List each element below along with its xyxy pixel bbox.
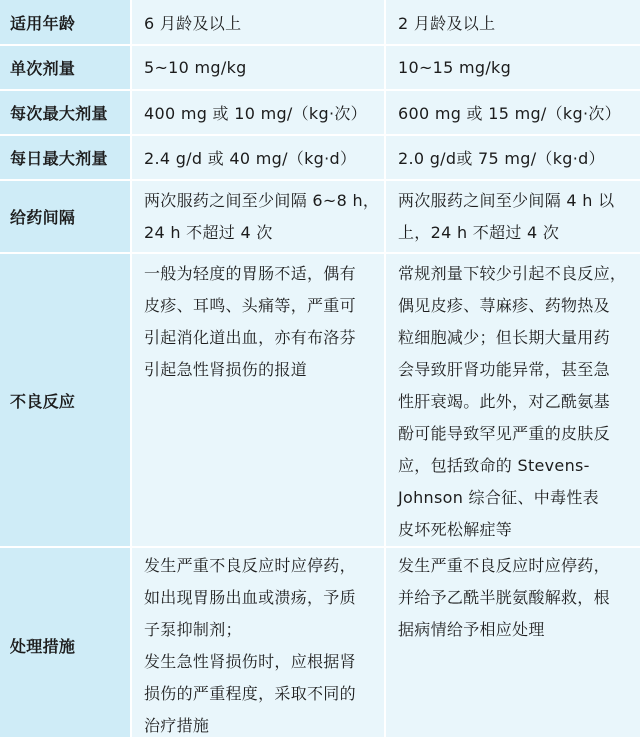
cell-ibuprofen: 2.4 g/d 或 40 mg/（kg·d） <box>131 135 385 180</box>
row-label: 每次最大剂量 <box>0 90 131 135</box>
row-label: 适用年龄 <box>0 0 131 45</box>
cell-ibuprofen: 5~10 mg/kg <box>131 45 385 90</box>
cell-line: 偶见皮疹、荨麻疹、药物热及 <box>398 296 610 315</box>
cell-line: 粒细胞减少；但长期大量用药 <box>398 328 610 347</box>
row-label: 给药间隔 <box>0 180 131 253</box>
cell-ibuprofen: 6 月龄及以上 <box>131 0 385 45</box>
cell-line: 如出现胃肠出血或溃疡，予质 <box>144 588 356 607</box>
cell-line: 酚可能导致罕见严重的皮肤反 <box>398 424 610 443</box>
cell-ibuprofen <box>131 547 385 737</box>
row-label: 每日最大剂量 <box>0 135 131 180</box>
table-row <box>0 547 640 737</box>
cell-line: 损伤的严重程度，采取不同的 <box>144 684 356 703</box>
cell-acetaminophen: 600 mg 或 15 mg/（kg·次） <box>385 90 640 135</box>
cell-line: 并给予乙酰半胱氨酸解救，根 <box>398 588 610 607</box>
cell-ibuprofen: 400 mg 或 10 mg/（kg·次） <box>131 90 385 135</box>
table-row <box>0 135 640 180</box>
cell-acetaminophen: 2 月龄及以上 <box>385 0 640 45</box>
cell-line: 发生严重不良反应时应停药， <box>398 556 610 575</box>
row-label: 不良反应 <box>0 253 131 547</box>
row-label: 单次剂量 <box>0 45 131 90</box>
table-row <box>0 0 640 45</box>
cell-line: 治疗措施 <box>144 716 210 735</box>
cell-line: 常规剂量下较少引起不良反应， <box>398 264 627 283</box>
cell-line: 引起消化道出血，亦有布洛芬 <box>144 328 356 347</box>
cell-line: 24 h 不超过 4 次 <box>144 222 273 242</box>
cell-line: 两次服药之间至少间隔 6~8 h， <box>144 190 380 210</box>
cell-acetaminophen <box>385 180 640 253</box>
cell-line: 引起急性肾损伤的报道 <box>144 360 308 379</box>
cell-line: 会导致肝肾功能异常，甚至急 <box>398 360 610 379</box>
table-row <box>0 45 640 90</box>
cell-acetaminophen: 10~15 mg/kg <box>385 45 640 90</box>
cell-line: 上，24 h 不超过 4 次 <box>398 222 560 242</box>
cell-acetaminophen <box>385 253 640 547</box>
cell-line: Johnson 综合征、中毒性表 <box>398 488 599 507</box>
cell-line: 发生严重不良反应时应停药， <box>144 556 356 575</box>
table-row <box>0 90 640 135</box>
cell-ibuprofen <box>131 180 385 253</box>
cell-line: 一般为轻度的胃肠不适，偶有 <box>144 264 356 283</box>
table-row <box>0 253 640 547</box>
cell-line: 两次服药之间至少间隔 4 h 以 <box>398 190 615 210</box>
cell-line: 应，包括致命的 Stevens- <box>398 456 590 475</box>
cell-line: 性肝衰竭。此外，对乙酰氨基 <box>398 392 610 411</box>
table-row <box>0 180 640 253</box>
cell-acetaminophen: 2.0 g/d或 75 mg/（kg·d） <box>385 135 640 180</box>
cell-line: 据病情给予相应处理 <box>398 620 545 639</box>
cell-line: 皮坏死松解症等 <box>398 520 513 539</box>
cell-line: 皮疹、耳鸣、头痛等，严重可 <box>144 296 356 315</box>
row-label: 处理措施 <box>0 547 131 737</box>
cell-line: 子泵抑制剂； <box>144 620 242 639</box>
cell-line: 发生急性肾损伤时，应根据肾 <box>144 652 356 671</box>
cell-ibuprofen <box>131 253 385 547</box>
cell-acetaminophen <box>385 547 640 737</box>
